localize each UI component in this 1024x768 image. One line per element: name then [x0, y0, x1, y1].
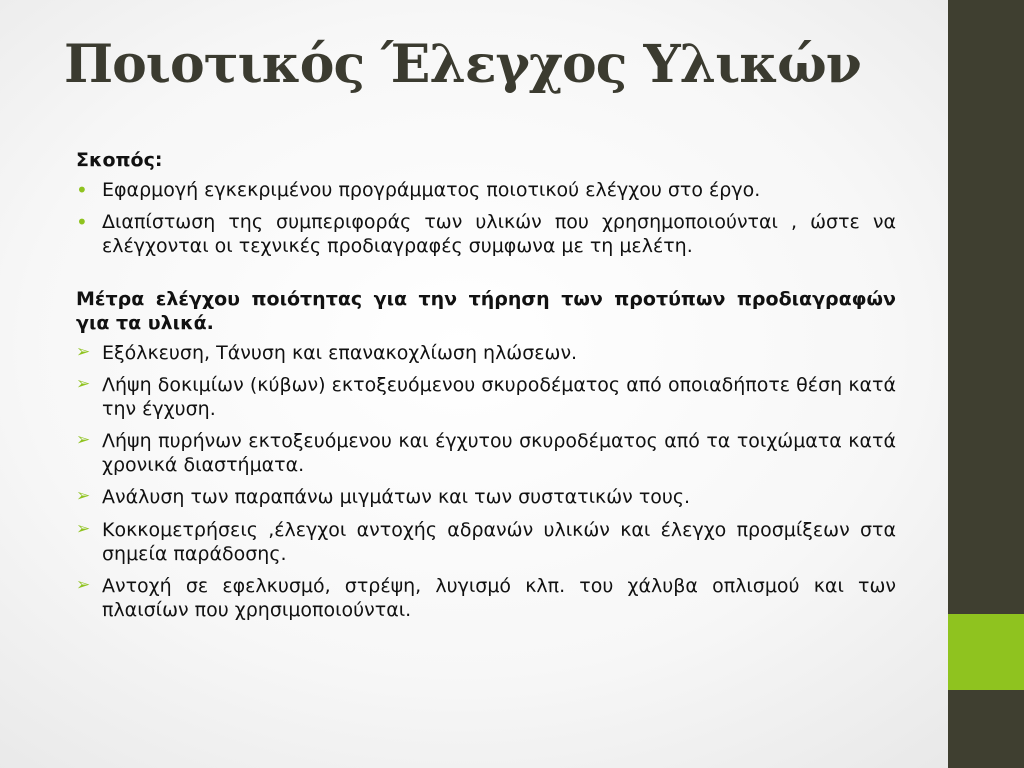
section-heading-measures: Μέτρα ελέγχου ποιότητας για την τήρηση των προτύπων προδιαγραφών για τα υλικά.	[76, 287, 896, 334]
slide-title: Ποιοτικός Έλεγχος Υλικών	[64, 34, 861, 95]
round-bullet-icon: •	[76, 178, 88, 203]
round-bullet-icon: •	[76, 210, 88, 235]
list-item	[76, 429, 896, 477]
arrow-bullet-icon: ➢	[76, 486, 91, 507]
list-item-text: Αντοχή σε εφελκυσμό, στρέψη, λυγισμό κλπ. του χάλυβα οπλισμού και των πλαισίων που χρησιμοποιούνται.	[102, 574, 896, 621]
accent-block	[948, 614, 1024, 690]
list-item	[76, 178, 896, 202]
arrow-bullet-icon: ➢	[76, 574, 91, 595]
section-heading-purpose: Σκοπός:	[76, 149, 163, 171]
list-item-text: Εξόλκευση, Τάνυση και επανακοχλίωση ηλώσεων.	[102, 341, 578, 364]
list-item-text: Κοκκομετρήσεις ,έλεγχοι αντοχής αδρανών υλικών και έλεγχο προσμίξεων στα σημεία παράδοσης.	[102, 518, 896, 565]
arrow-bullet-icon: ➢	[76, 373, 91, 394]
arrow-bullet-icon: ➢	[76, 341, 91, 362]
list-item-text: Διαπίστωση της συμπεριφοράς των υλικών που χρησημοποιούνται , ώστε να ελέγχονται οι τεχνικές προδιαγραφές συμφωνα με τη μελέτη.	[102, 211, 896, 258]
list-item-text: Ανάλυση των παραπάνω μιγμάτων και των συστατικών τους.	[102, 486, 691, 509]
arrow-bullet-icon: ➢	[76, 518, 91, 539]
list-item-text: Εφαρμογή εγκεκριμένου προγράμματος ποιοτικού ελέγχου στο έργο.	[102, 179, 761, 202]
list-item	[76, 518, 896, 566]
list-item-text: Λήψη δοκιμίων (κύβων) εκτοξευόμενου σκυροδέματος από οποιαδήποτε θέση κατά την έγχυση.	[102, 373, 896, 420]
list-item	[76, 210, 896, 258]
list-item	[76, 574, 896, 622]
list-item-text: Λήψη πυρήνων εκτοξευόμενου και έγχυτου σκυροδέματος από τα τοιχώματα κατά χρονικά διαστήματα.	[102, 430, 896, 477]
list-item	[76, 341, 896, 365]
list-item	[76, 373, 896, 421]
list-item	[76, 485, 896, 509]
arrow-bullet-icon: ➢	[76, 430, 91, 451]
slide-content	[76, 148, 896, 630]
